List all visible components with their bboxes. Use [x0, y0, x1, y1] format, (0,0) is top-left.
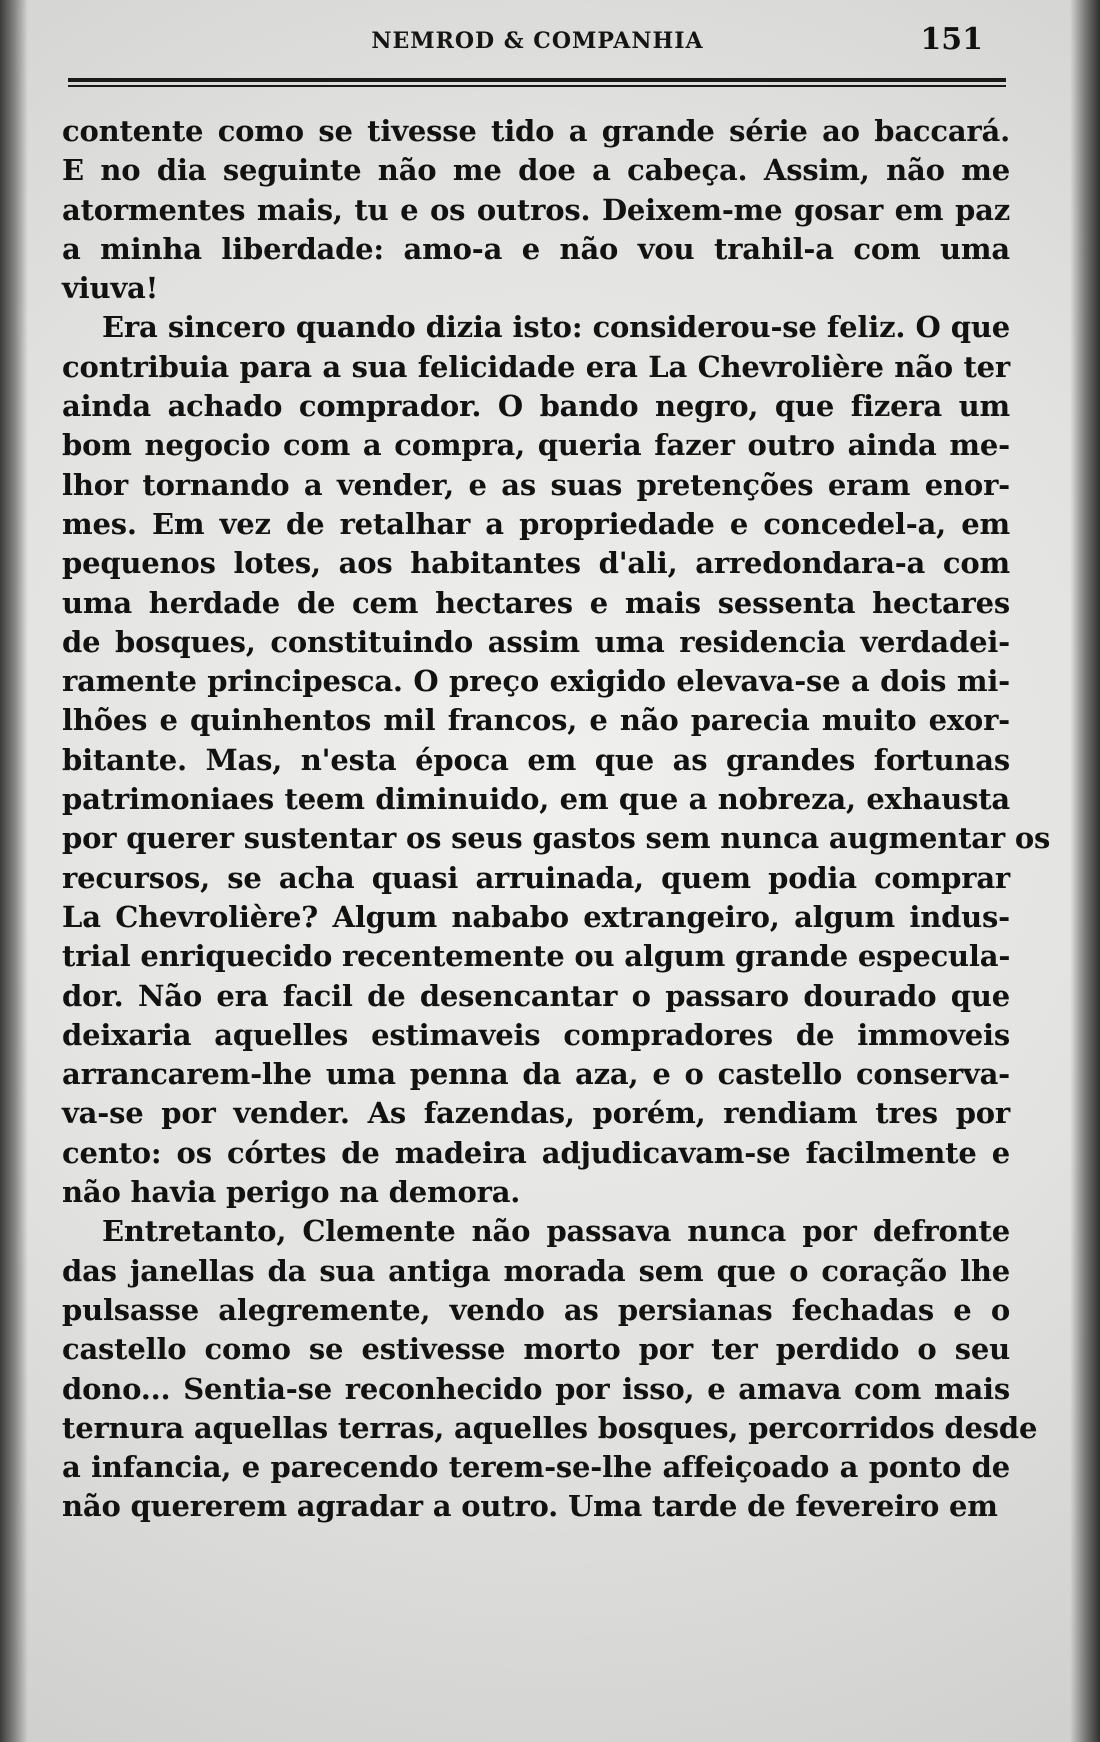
text-line: mes. Em vez de retalhar a propriedade e concedel-a, em [62, 506, 1010, 541]
text-line: por querer sustentar os seus gastos sem nunca augmentar os [62, 821, 1051, 856]
text-line: ternura aquellas terras, aquelles bosques, percorridos desde [62, 1410, 1038, 1445]
page-edge-shadow-right [1070, 0, 1100, 1742]
text-line: Era sincero quando dizia isto: considerou-se feliz. O que [102, 310, 1010, 345]
body-text [62, 112, 1051, 1527]
text-line: uma herdade de cem hectares e mais sessenta hectares [62, 585, 1010, 620]
text-line: deixaria aquelles estimaveis compradores de immoveis [62, 1017, 1010, 1052]
page-header [70, 22, 1005, 62]
text-line: viuva! [62, 271, 159, 306]
text-line: a minha liberdade: amo-a e não vou trahil-a com uma [62, 231, 1010, 266]
text-line: pulsasse alegremente, vendo as persianas fechadas e o [62, 1292, 1010, 1327]
text-line: pequenos lotes, aos habitantes d'ali, arredondara-a com [62, 546, 1010, 581]
text-line: trial enriquecido recentemente ou algum grande especula- [62, 939, 1011, 974]
text-line: contribuia para a sua felicidade era La Chevrolière não ter [62, 349, 1010, 384]
text-line: atormentes mais, tu e os outros. Deixem-me gosar em paz [62, 192, 1010, 227]
text-line: va-se por vender. As fazendas, porém, rendiam tres por [62, 1096, 1010, 1131]
text-line: lhões e quinhentos mil francos, e não parecia muito exor- [62, 703, 1010, 738]
page-number: 151 [920, 22, 983, 57]
text-line: Entretanto, Clemente não passava nunca por defronte [102, 1214, 1010, 1249]
text-line: lhor tornando a vender, e as suas pretenções eram enor- [62, 467, 1010, 502]
text-line: patrimoniaes teem diminuido, em que a nobreza, exhausta [62, 782, 1010, 817]
header-rule [68, 78, 1006, 87]
text-line: ainda achado comprador. O bando negro, que fizera um [62, 389, 1010, 424]
text-line: de bosques, constituindo assim uma residencia verdadei- [62, 624, 1010, 659]
text-line: recursos, se acha quasi arruinada, quem podia comprar [62, 860, 1010, 895]
text-line: castello como se estivesse morto por ter perdido o seu [62, 1332, 1010, 1367]
text-line: das janellas da sua antiga morada sem que o coração lhe [62, 1253, 1010, 1288]
text-line: não havia perigo na demora. [62, 1175, 521, 1210]
text-line: La Chevrolière? Algum nababo extrangeiro, algum indus- [62, 899, 1010, 934]
page-edge-shadow-left [0, 0, 28, 1742]
text-line: ramente principesca. O preço exigido elevava-se a dois mi- [62, 664, 1010, 699]
text-line: a infancia, e parecendo terem-se-lhe affeiçoado a ponto de [62, 1450, 1010, 1485]
text-line: arrancarem-lhe uma penna da aza, e o castello conserva- [62, 1057, 1010, 1092]
text-line: contente como se tivesse tido a grande série ao baccará. [62, 114, 1010, 148]
text-line: bom negocio com a compra, queria fazer outro ainda me- [62, 428, 1010, 463]
text-line: E no dia seguinte não me doe a cabeça. Assim, não me [62, 153, 1010, 188]
text-line: cento: os córtes de madeira adjudicavam-se facilmente e [62, 1135, 1010, 1170]
text-line: bitante. Mas, n'esta época em que as grandes fortunas [62, 742, 1010, 777]
text-line: não quererem agradar a outro. Uma tarde de fevereiro em [62, 1489, 998, 1524]
running-title: NEMROD & COMPANHIA [371, 28, 704, 54]
text-line: dono... Sentia-se reconhecido por isso, e amava com mais [62, 1371, 1010, 1406]
text-line: dor. Não era facil de desencantar o passaro dourado que [62, 978, 1010, 1013]
